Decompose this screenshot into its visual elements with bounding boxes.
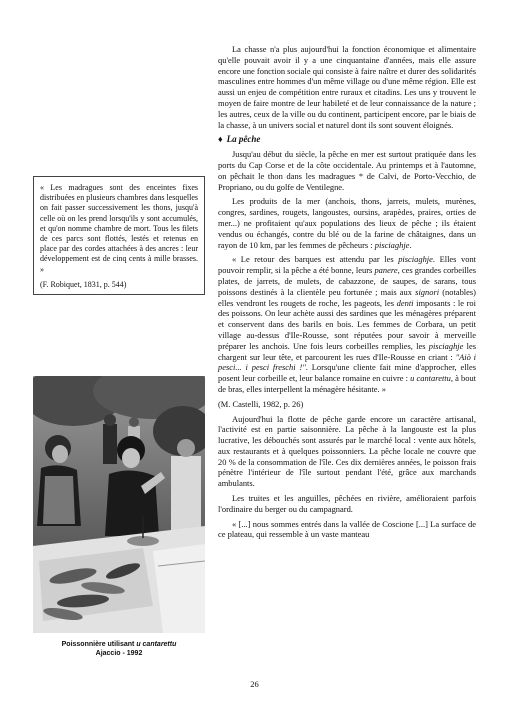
- photo-caption: [33, 640, 205, 658]
- madragues-quote-text: « Les madragues sont des enceintes fixes distribuées en plusieurs chambres dans lesquelles on fait passer successivement les thons, jusqu'à celle où on les prend lorsqu'ils y sont accumulés, et qu'on nomme chambre de mort. Tous les filets de ces parcs sont flottés, lestés et retenus en place par des cordes attachées à des ancres : leur développement est de cinq cents à mille brasses. »: [40, 183, 198, 274]
- page-number: 26: [250, 679, 259, 689]
- section-heading: [218, 134, 476, 145]
- paragraph-coscione: « [...] nous sommes entrés dans la vallée de Coscione [...] La surface de ce plateau, qui ressemble à un vaste manteau: [218, 518, 476, 540]
- diamond-bullet-icon: ♦: [218, 134, 223, 145]
- fishmonger-photo-illustration: [33, 376, 205, 633]
- paragraph-river-fish: Les truites et les anguilles, pêchées en rivière, amélioraient parfois l'ordinaire du berger ou du campagnard.: [218, 493, 476, 514]
- paragraph-quote-castelli: « Le retour des barques est attendu par les pisciaghje. Elles vont pouvoir remplir, si la pêche a été bonne, leurs panere, ces grandes corbeilles plates, de jarrets, de mulets, de cabazzone, de saupes, de sarans, tous poissons destinés à la clientèle peu fortunée ; mais aux signori (notables) elles vendront les rougets de roche, les pageots, les denti imposants : le roi des poissons. On leur achète aussi des sardines que les ménagères préparent et conservent dans des barils en bois. Les femmes de Corbara, un petit village au-dessus d'Ile-Rousse, sont réputées pour savoir à merveille préparer les anchois. Une fois leurs corbeilles remplies, les pisciaghje les chargent sur leur tête, et parcourent les rues d'Ile-Rousse en criant : "Aiò i pesci... i pesci freschi !". Lorsqu'une cliente fait mine d'approcher, elles posent leur corbeille et, leur balance romaine en cuivre : u cantarettu, à bout de bras, elles interpellent la ménagère hésitante. »: [218, 254, 477, 394]
- fishmonger-photo: [33, 376, 205, 633]
- paragraph-fishing-history: Jusqu'au début du siècle, la pêche en mer est surtout pratiquée dans les ports du Cap Corse et de la côte occidentale. Au printemps et à l'automne, on pêchait le thon dans les madragues * de Calvi, de Porto-Vecchio, de Propriano, ou du golfe de Ventilegne.: [218, 149, 476, 192]
- caption-line-1: Poissonnière utilisant u cantarettu: [61, 641, 177, 648]
- madragues-quote-box: [33, 176, 205, 295]
- main-text-column: [218, 44, 476, 544]
- madragues-quote-source: (F. Robiquet, 1831, p. 544): [40, 279, 127, 289]
- quote-source: (M. Castelli, 1982, p. 26): [218, 398, 304, 409]
- caption-line-2: Ajaccio - 1992: [95, 650, 143, 657]
- paragraph-hunting: La chasse n'a plus aujourd'hui la fonction économique et alimentaire qu'elle pouvait avoir il y a une cinquantaine d'années, mais elle assure encore une fonction sociale qui consiste à faire naître et durer des solidarités masculines entre hommes d'un même village ou d'une même région. Elle est aussi un enjeu de compétition entre ruraux et citadins. Les uns y trouvent le moyen de faire montre de leur habileté et de leur connaissance de la nature ; les autres, ceux de la ville ou du continent, participent encore, par le biais de la chasse, à un univers social et naturel dont ils sont souvent éloignés.: [218, 44, 476, 130]
- section-title: La pêche: [226, 134, 261, 145]
- paragraph-fleet: Aujourd'hui la flotte de pêche garde encore un caractère artisanal, l'activité est en partie saisonnière. La pêche à la langouste est la plus lucrative, les débouchés sont assurés par le marché local : vente aux hôtels, aux restaurants et à quelques poissonniers. La pêche locale ne couvre que 20 % de la consommation de l'île. Ces dix dernières années, le poisson frais pénètre l'intérieur de l'île surtout pendant l'été, grâce aux marchands ambulants.: [218, 413, 476, 489]
- paragraph-sea-products: Les produits de la mer (anchois, thons, jarrets, mulets, murènes, congres, sardines, rougets, langoustes, oursins, arapèdes, praires, orties de mer...) ne profitaient qu'aux populations des lieux de pêche ; ils étaient vendus ou échangés, contre du blé ou de la farine de châtaignes, dans un rayon de 10 km, par les femmes de pêcheurs : pisciaghje.: [218, 196, 476, 250]
